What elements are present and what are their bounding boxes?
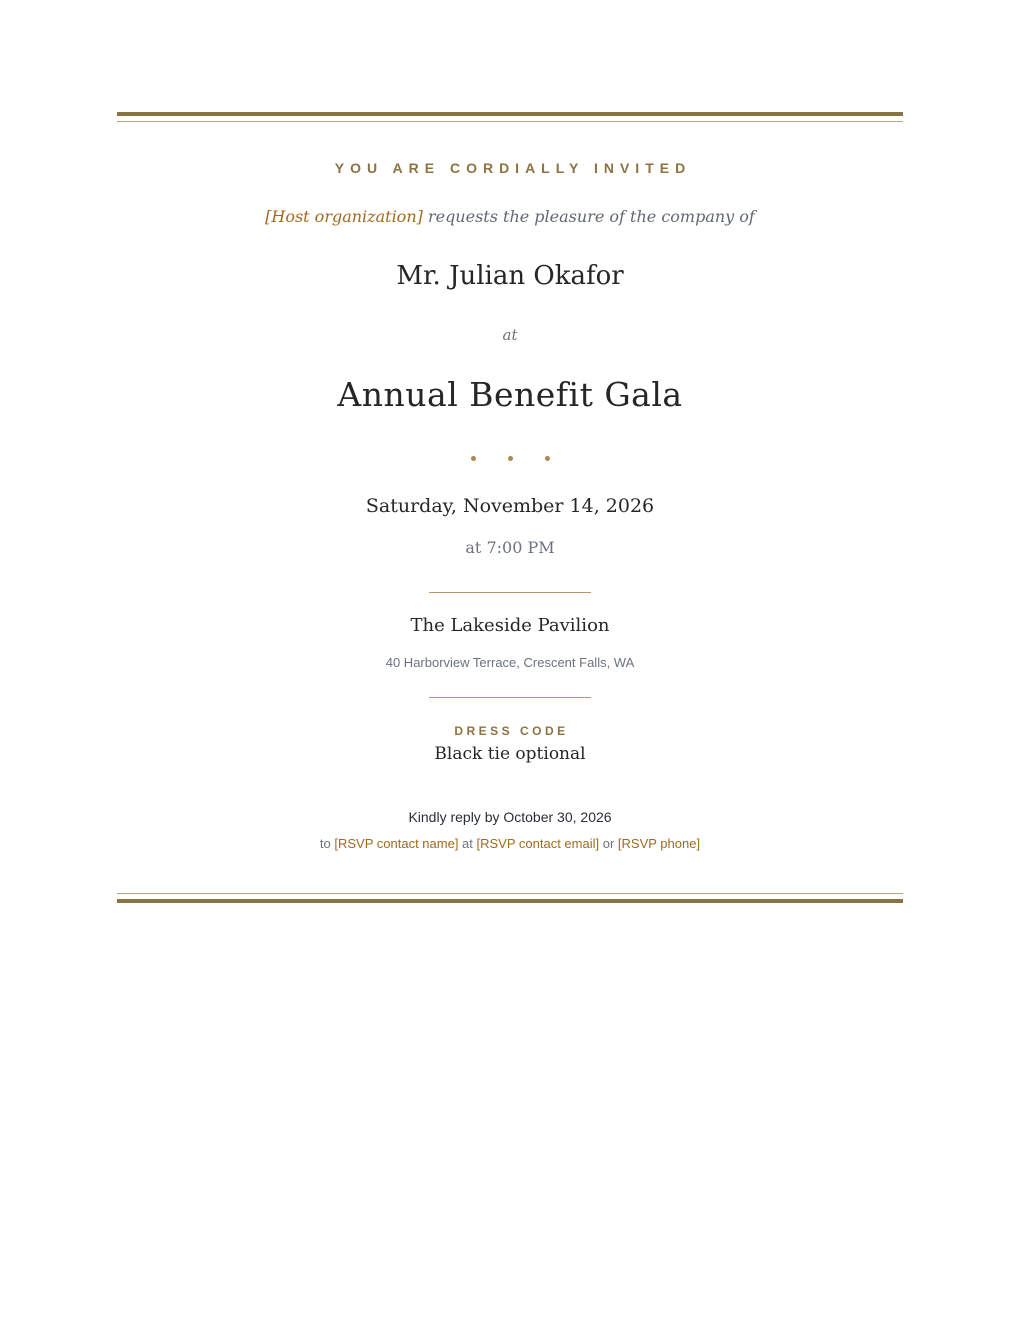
request-text: requests the pleasure of the company of <box>422 207 755 226</box>
dress-code-value: Black tie optional <box>434 744 586 764</box>
rsvp-contact-email: [RSVP contact email] <box>476 836 600 851</box>
venue-name: The Lakeside Pavilion <box>410 615 610 636</box>
invitation-card <box>117 112 903 903</box>
bottom-thick-rule <box>117 899 903 903</box>
ornament-dot <box>471 456 476 461</box>
rsvp-contact-name: [RSVP contact name] <box>334 836 459 851</box>
rsvp-prefix: to <box>319 836 335 851</box>
rsvp-contact-phone: [RSVP phone] <box>617 836 701 851</box>
event-date: Saturday, November 14, 2026 <box>365 495 655 517</box>
guest-name: Mr. Julian Okafor <box>396 261 624 291</box>
rsvp-sep-or: or <box>599 836 618 851</box>
event-title: Annual Benefit Gala <box>337 375 683 414</box>
rsvp-sep-at: at <box>458 836 477 851</box>
top-thin-rule <box>117 121 903 122</box>
venue-address: 40 Harborview Terrace, Crescent Falls, WA <box>385 655 635 670</box>
top-border <box>117 112 903 122</box>
invitation-eyebrow: YOU ARE CORDIALLY INVITED <box>334 160 692 176</box>
request-line <box>117 207 903 227</box>
divider-rule <box>429 697 591 698</box>
rsvp-line <box>117 835 903 853</box>
event-time: at 7:00 PM <box>465 538 555 557</box>
divider-rule <box>429 592 591 593</box>
ornament-dot <box>545 456 550 461</box>
invitation-content <box>117 159 903 853</box>
ornament-dot <box>508 456 513 461</box>
dress-code-label: DRESS CODE <box>454 724 569 738</box>
ornament-dots <box>117 452 903 464</box>
at-word: at <box>502 326 518 344</box>
bottom-thin-rule <box>117 893 903 894</box>
top-thick-rule <box>117 112 903 116</box>
bottom-border <box>117 893 903 903</box>
reply-deadline: Kindly reply by October 30, 2026 <box>408 809 612 825</box>
host-placeholder: [Host organization] <box>265 207 423 226</box>
